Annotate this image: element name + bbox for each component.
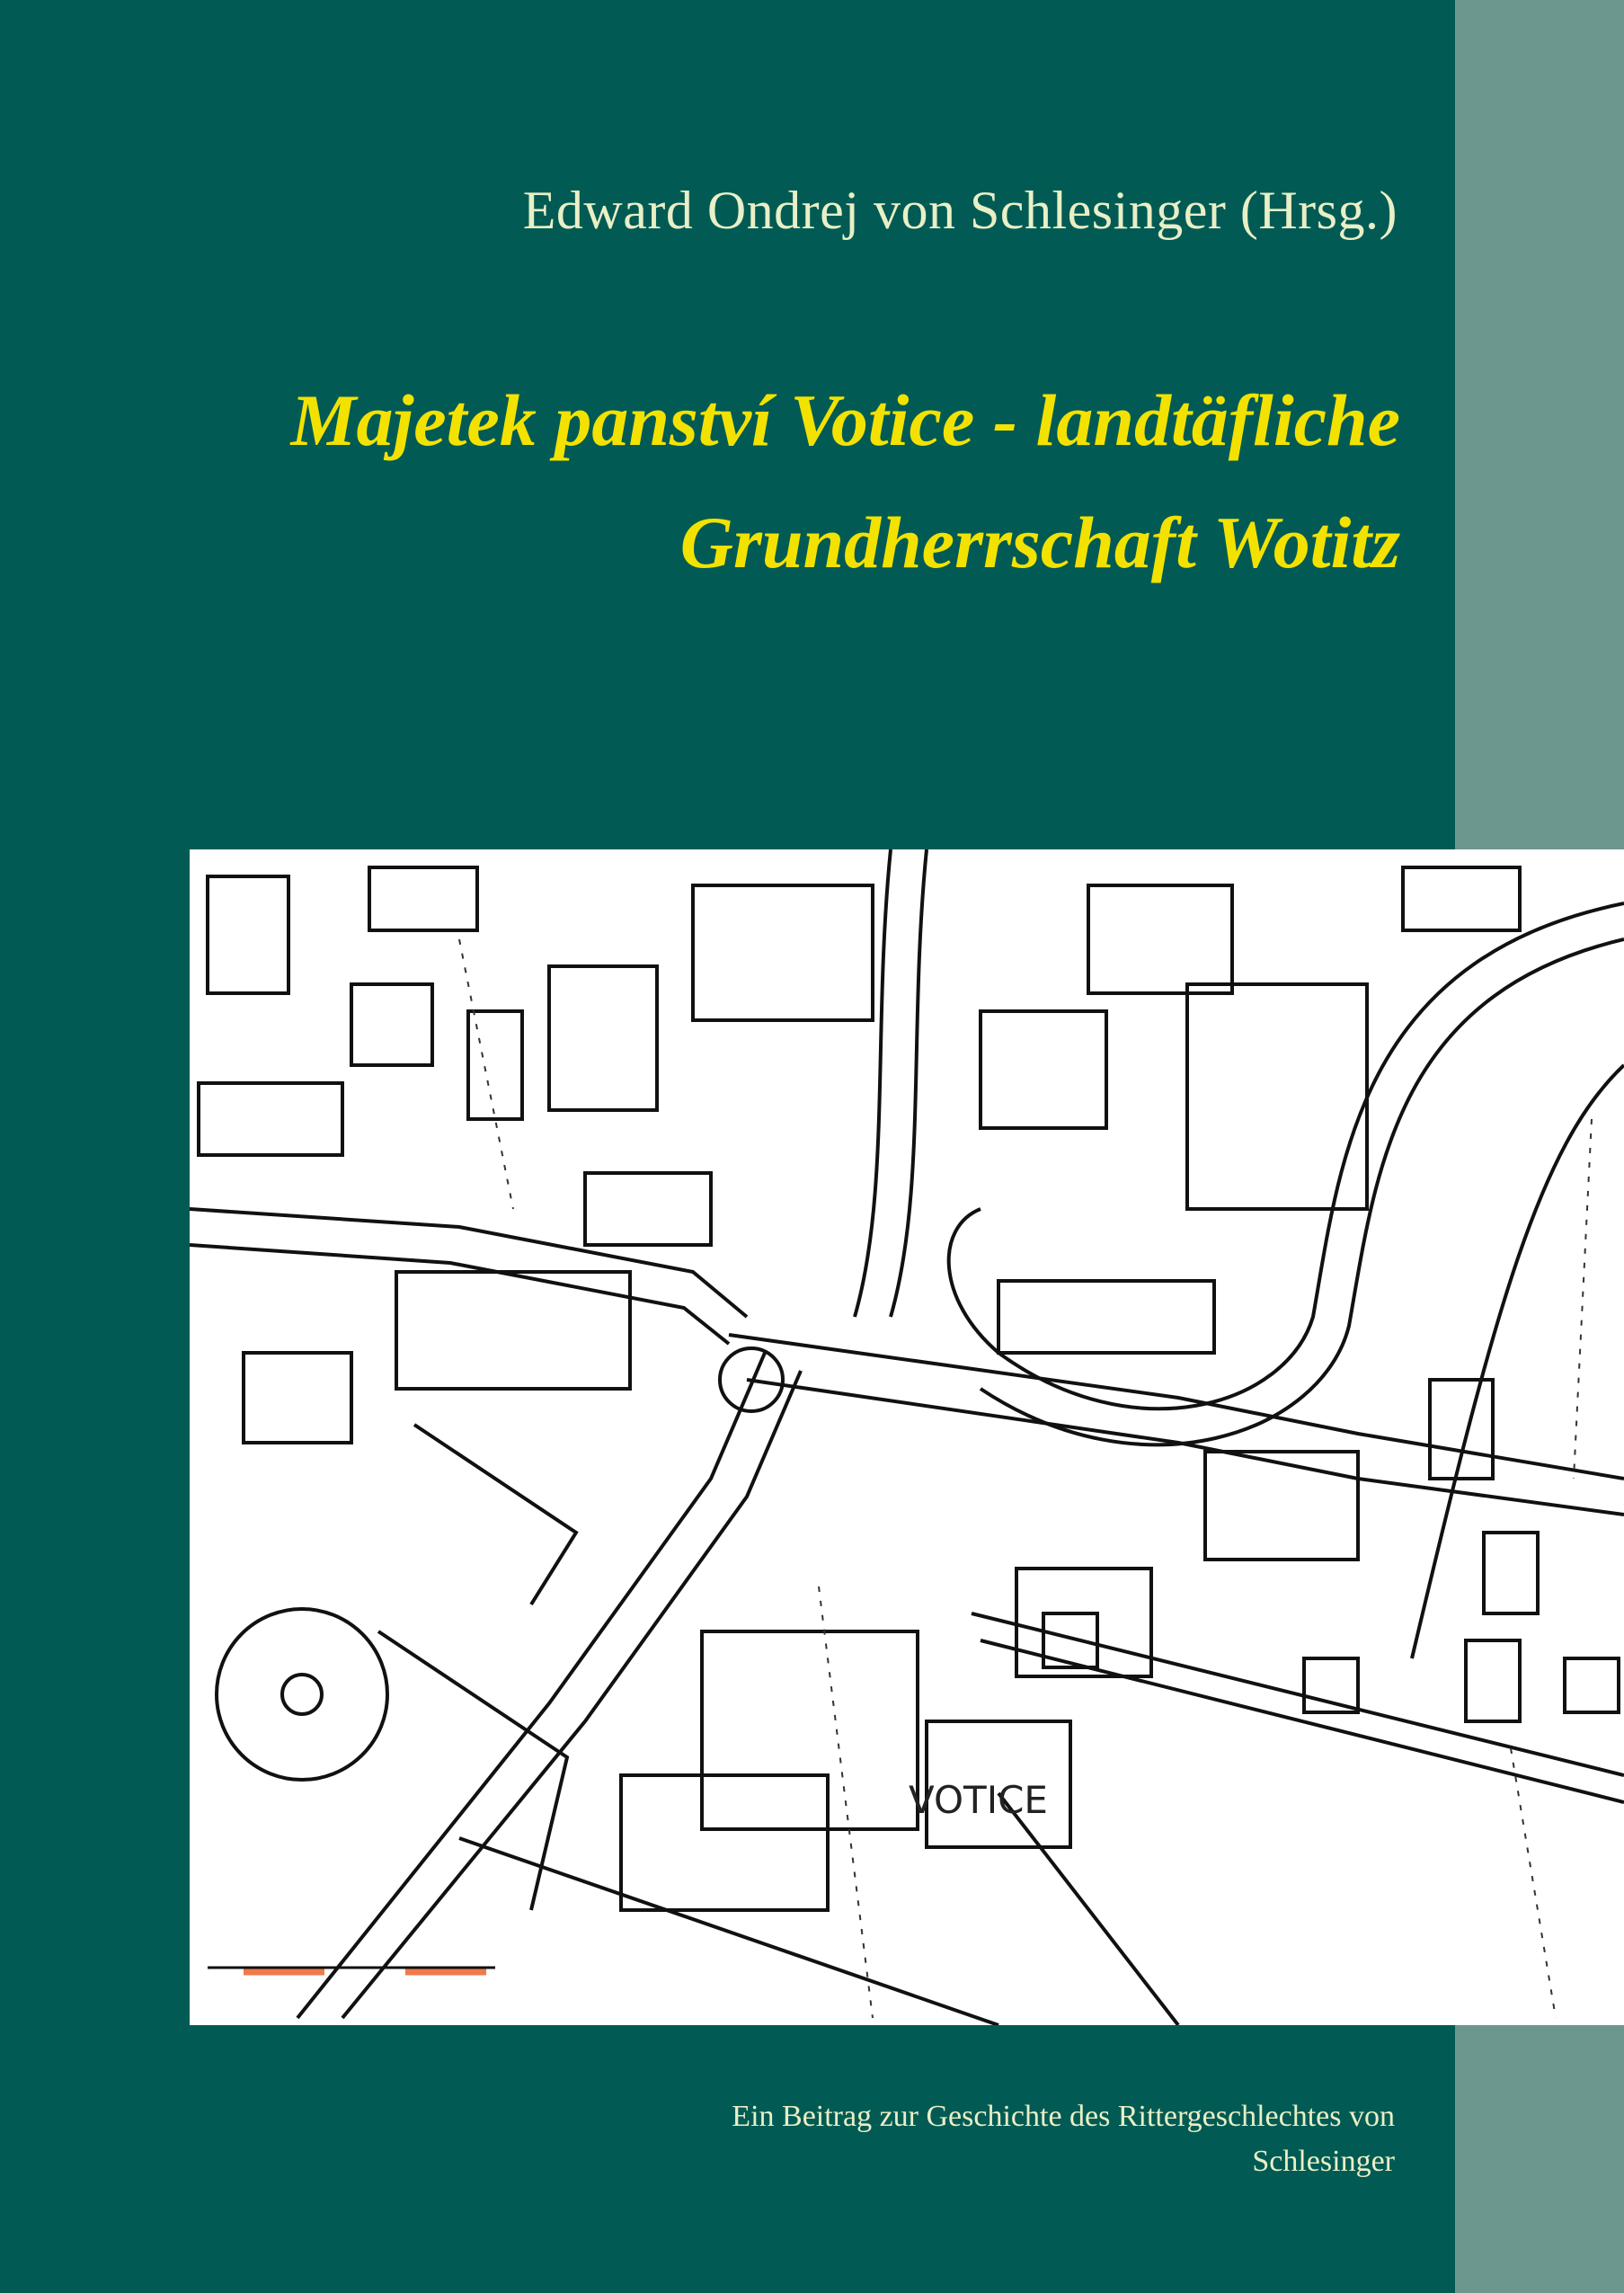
title-line-1: Majetek panství Votice - landtäfliche: [290, 379, 1400, 461]
map-place-label: VOTICE: [909, 1778, 1048, 1822]
map-drawing: [190, 849, 1624, 2025]
author-name: Edward Ondrej von Schlesinger (Hrsg.): [522, 181, 1398, 240]
book-title: [108, 360, 1400, 604]
cadastral-map: [190, 849, 1624, 2025]
subtitle-line-2: Schlesinger: [1252, 2145, 1395, 2178]
book-subtitle: [449, 2094, 1395, 2184]
title-line-2: Grundherrschaft Wotitz: [679, 502, 1400, 583]
subtitle-line-1: Ein Beitrag zur Geschichte des Rittergeschlechtes von: [732, 2100, 1395, 2133]
